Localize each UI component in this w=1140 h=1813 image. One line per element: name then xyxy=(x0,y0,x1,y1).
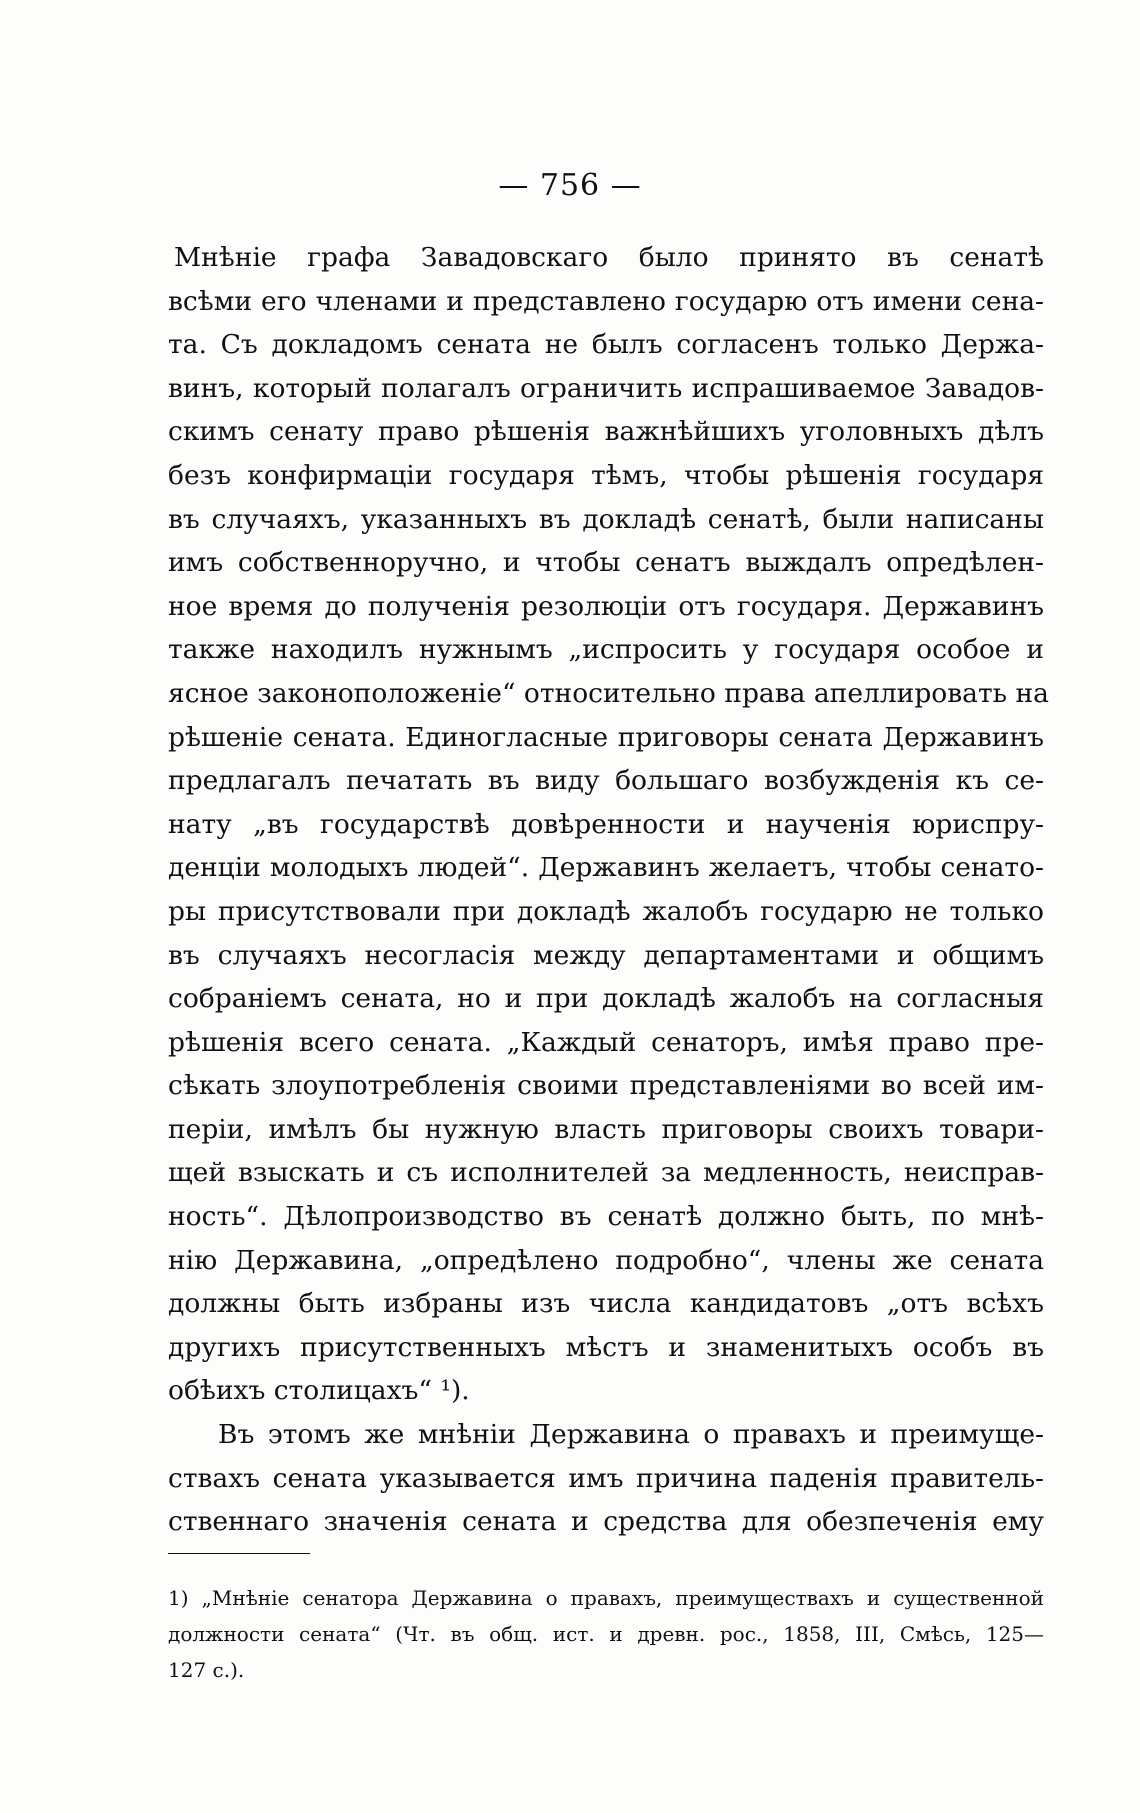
text-line: винъ, который полагалъ ограничить испрашиваемое Завадов- xyxy=(168,372,1044,404)
text-line: ственнаго значенія сената и средства для обезпеченія ему xyxy=(168,1506,1044,1538)
main-text xyxy=(168,236,1049,1544)
text-line: Мнѣніе графа Завадовскаго было принято въ сенатѣ xyxy=(174,242,1044,273)
text-line: всѣми его членами и представлено государю отъ имени сена- xyxy=(168,285,1044,317)
page-number: — 756 — xyxy=(498,168,642,203)
text-line: нію Державина, „опредѣлено подробно“, члены же сената xyxy=(168,1244,1044,1276)
paragraph-1 xyxy=(168,236,1049,1413)
text-line: скимъ сенату право рѣшенія важнѣйшихъ уголовныхъ дѣлъ xyxy=(168,416,1044,448)
text-line: денціи молодыхъ людей“. Державинъ желаетъ, чтобы сенато- xyxy=(168,852,1044,884)
text-line: нату „въ государствѣ довѣренности и наученія юриспру- xyxy=(168,808,1044,840)
text-line: безъ конфирмаціи государя тѣмъ, чтобы рѣшенія государя xyxy=(168,459,1044,491)
text-line: щей взыскать и съ исполнителей за медленность, неисправ- xyxy=(168,1157,1044,1189)
text-line: въ случаяхъ несогласія между департаментами и общимъ xyxy=(168,939,1044,971)
footnote-line: 1) „Мнѣніе сенатора Державина о правахъ, преимуществахъ и существенной xyxy=(168,1586,1044,1610)
text-line: также находилъ нужнымъ „испросить у государя особое и xyxy=(168,634,1044,666)
text-line: другихъ присутственныхъ мѣстъ и знаменитыхъ особъ въ xyxy=(168,1331,1044,1363)
text-line: рѣшеніе сената. Единогласные приговоры сената Державинъ xyxy=(168,721,1044,753)
text-line: ствахъ сената указывается имъ причина паденія правитель- xyxy=(168,1462,1044,1494)
footnote-line: 127 с.). xyxy=(168,1658,245,1682)
paragraph-2 xyxy=(168,1413,1044,1544)
text-line: обѣихъ столицахъ“ ¹). xyxy=(168,1375,470,1407)
text-line: рѣшенія всего сената. „Каждый сенаторъ, имѣя право пре- xyxy=(168,1026,1044,1058)
text-line: Въ этомъ же мнѣніи Державина о правахъ и преимуще- xyxy=(218,1419,1044,1451)
text-line: ное время до полученія резолюціи отъ государя. Державинъ xyxy=(168,590,1044,622)
footnote xyxy=(168,1580,1044,1688)
text-line: собраніемъ сената, но и при докладѣ жалобъ на согласныя xyxy=(168,983,1044,1015)
text-line: та. Съ докладомъ сената не былъ согласенъ только Держа- xyxy=(168,329,1044,361)
text-line: предлагалъ печатать въ виду большаго возбужденія къ се- xyxy=(168,765,1044,797)
text-line: сѣкать злоупотребленія своими представленіями во всей им- xyxy=(168,1070,1044,1102)
text-line: ясное законоположеніе“ относительно права апеллировать на xyxy=(168,677,1049,709)
text-line: должны быть избраны изъ числа кандидатовъ „отъ всѣхъ xyxy=(168,1288,1044,1320)
footnote-line: должности сената“ (Чт. въ общ. ист. и древн. рос., 1858, III, Смѣсь, 125— xyxy=(168,1622,1044,1646)
footnote-divider xyxy=(168,1553,310,1554)
text-line: имъ собственноручно, и чтобы сенатъ выждалъ опредѣлен- xyxy=(168,547,1044,579)
text-line: ры присутствовали при докладѣ жалобъ государю не только xyxy=(168,895,1044,927)
text-line: въ случаяхъ, указанныхъ въ докладѣ сенатѣ, были написаны xyxy=(168,503,1044,535)
text-line: періи, имѣлъ бы нужную власть приговоры своихъ товари- xyxy=(168,1113,1044,1145)
text-line: ность“. Дѣлопроизводство въ сенатѣ должно быть, по мнѣ- xyxy=(168,1201,1044,1233)
